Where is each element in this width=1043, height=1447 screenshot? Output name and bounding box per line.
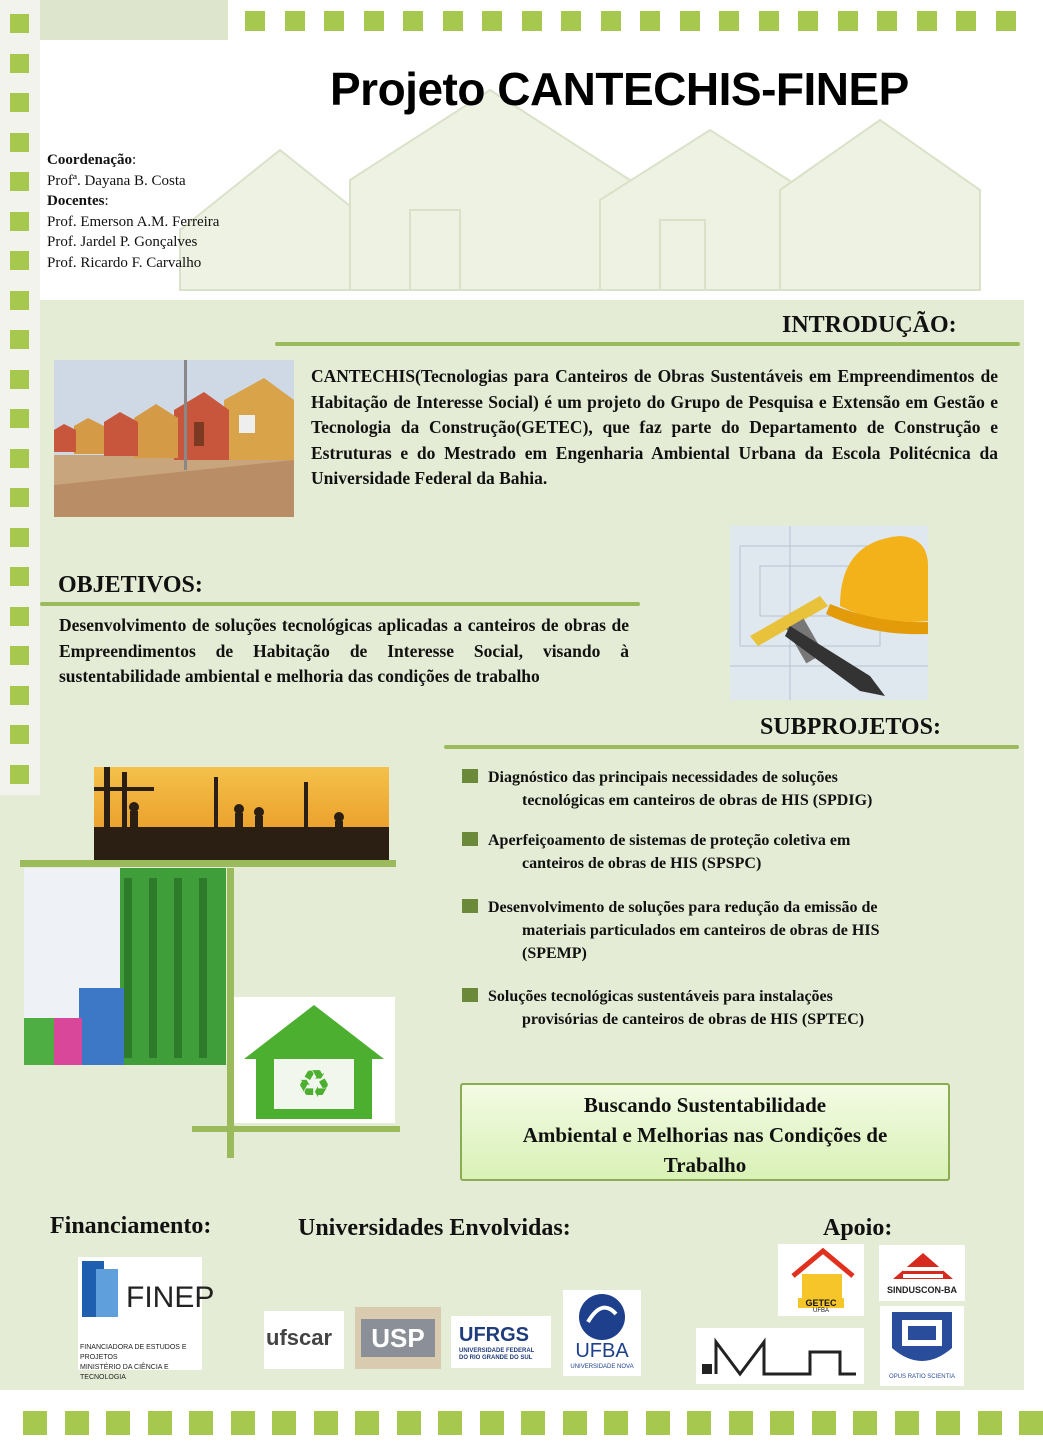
coord-name: Profª. Dayana B. Costa <box>47 172 186 189</box>
universidades-heading: Universidades Envolvidas: <box>298 1215 571 1241</box>
left-border-panel <box>0 0 40 795</box>
border-square <box>10 449 29 468</box>
border-square <box>1019 1411 1043 1435</box>
usp-logo: USP <box>355 1307 441 1369</box>
docente-2: Prof. Jardel P. Gonçalves <box>47 234 198 250</box>
financiamento-heading: Financiamento: <box>50 1213 212 1239</box>
subprojetos-rule <box>444 745 1019 749</box>
border-square <box>23 1411 47 1435</box>
border-square <box>231 1411 255 1435</box>
border-square <box>561 11 581 31</box>
border-square <box>10 133 29 152</box>
border-square <box>324 11 344 31</box>
border-square <box>65 1411 89 1435</box>
border-square <box>687 1411 711 1435</box>
border-square <box>10 488 29 507</box>
subprojetos-heading: SUBPROJETOS: <box>760 714 941 740</box>
sinduscon-logo: SINDUSCON-BA <box>879 1245 965 1301</box>
collage-bar <box>20 860 396 867</box>
border-square <box>729 1411 753 1435</box>
border-square <box>10 765 29 784</box>
border-square <box>438 1411 462 1435</box>
border-square <box>812 1411 836 1435</box>
tools-photo <box>730 526 928 700</box>
ufba-logo: UFBA UNIVERSIDADE NOVA <box>563 1290 641 1376</box>
intro-rule <box>275 342 1020 346</box>
border-square <box>521 1411 545 1435</box>
finep-logo: FINEP FINANCIADORA DE ESTUDOS E PROJETOS MINISTÉRIO DA CIÊNCIA E TECNOLOGIA <box>78 1257 202 1370</box>
meau-logo <box>696 1328 864 1384</box>
page-title: Projeto CANTECHIS-FINEP <box>330 63 909 115</box>
border-square <box>403 11 423 31</box>
subprojeto-item: Desenvolvimento de soluções para redução da emissão de materiais particulados em canteiros de obras de HIS (SPEMP) <box>462 896 966 965</box>
border-square <box>10 172 29 191</box>
intro-heading: INTRODUÇÃO: <box>782 312 957 338</box>
border-square <box>285 11 305 31</box>
subprojeto-item: Aperfeiçoamento de sistemas de proteção coletiva em canteiros de obras de HIS (SPSPC) <box>462 829 966 875</box>
border-square <box>895 1411 919 1435</box>
border-square <box>978 1411 1002 1435</box>
border-square <box>936 1411 960 1435</box>
bullet-square-icon <box>462 988 478 1002</box>
housing-photo <box>54 360 294 517</box>
border-square <box>10 93 29 112</box>
border-square <box>646 1411 670 1435</box>
border-square <box>10 370 29 389</box>
svg-text:♻: ♻ <box>296 1062 332 1106</box>
border-square <box>798 11 818 31</box>
subprojeto-item: Diagnóstico das principais necessidades de soluções tecnológicas em canteiros de obras de HIS (SPDIG) <box>462 766 966 812</box>
border-square <box>10 251 29 270</box>
border-square <box>877 11 897 31</box>
border-square <box>10 291 29 310</box>
border-square <box>482 11 502 31</box>
bullet-square-icon <box>462 832 478 846</box>
objetivos-text: Desenvolvimento de soluções tecnológicas aplicadas a canteiros de obras de Empreendimentos de Habitação de Interesse Social, visando à sustentabilidade ambiental e melhoria das condições de trabalho <box>59 615 629 686</box>
border-square <box>601 11 621 31</box>
finep-emblem-icon <box>82 1261 122 1321</box>
border-square <box>770 1411 794 1435</box>
border-square <box>148 1411 172 1435</box>
border-square <box>956 11 976 31</box>
intro-text: CANTECHIS(Tecnologias para Canteiros de Obras Sustentáveis em Empreendimentos de Habitação de Interesse Social) é um projeto do Grupo de Pesquisa e Extensão em Gestão e Tecnologia da Construção(GETEC), que faz parte do Departamento de Construção e Estruturas e do Mestrado em Engenharia Ambiental Urbana da Escola Politécnica da Universidade Federal da Bahia. <box>311 366 998 488</box>
ufrgs-logo: UFRGS UNIVERSIDADE FEDERAL DO RIO GRANDE DO SUL <box>451 1316 551 1368</box>
docente-3: Prof. Ricardo F. Carvalho <box>47 254 202 271</box>
border-square <box>480 1411 504 1435</box>
meau-wordmark-icon <box>700 1334 860 1378</box>
border-square <box>10 607 29 626</box>
border-square <box>10 646 29 665</box>
ufba-brasao-logo: OPUS RATIO SCIENTIA <box>880 1306 964 1386</box>
border-square <box>604 1411 628 1435</box>
bullet-square-icon <box>462 899 478 913</box>
subprojeto-item: Soluções tecnológicas sustentáveis para instalações provisórias de canteiros de obras de HIS (SPTEC) <box>462 985 966 1031</box>
apoio-heading: Apoio: <box>823 1215 893 1241</box>
ufscar-logo: ufscar <box>264 1311 344 1369</box>
border-square <box>355 1411 379 1435</box>
border-square <box>640 11 660 31</box>
getec-house-icon <box>788 1246 858 1298</box>
border-square <box>563 1411 587 1435</box>
border-square <box>364 11 384 31</box>
border-square <box>10 409 29 428</box>
border-square <box>10 528 29 547</box>
border-square <box>996 11 1016 31</box>
objetivos-rule <box>40 602 640 606</box>
collage-bottom-bar <box>192 1126 400 1132</box>
border-square <box>443 11 463 31</box>
brasao-shield-icon <box>888 1308 956 1374</box>
border-square <box>272 1411 296 1435</box>
collage-vertical-bar <box>227 868 234 1158</box>
border-square <box>522 11 542 31</box>
border-square <box>10 212 29 231</box>
border-square <box>189 1411 213 1435</box>
border-square <box>245 11 265 31</box>
sinduscon-emblem-icon <box>893 1249 953 1283</box>
border-square <box>853 1411 877 1435</box>
border-square <box>917 11 937 31</box>
border-square <box>719 11 739 31</box>
border-square <box>10 725 29 744</box>
border-square <box>838 11 858 31</box>
green-buildings-photo <box>24 868 226 1065</box>
ufba-emblem-icon <box>572 1292 632 1342</box>
slogan-box: Buscando Sustentabilidade Ambiental e Melhorias nas Condições de Trabalho <box>460 1083 950 1181</box>
border-square <box>10 14 29 33</box>
border-square <box>10 686 29 705</box>
border-square <box>106 1411 130 1435</box>
bullet-square-icon <box>462 769 478 783</box>
border-square <box>314 1411 338 1435</box>
getec-logo: GETEC UFBA <box>778 1244 864 1316</box>
team-block: Coordenação: Profª. Dayana B. Costa Docentes: Prof. Emerson A.M. Ferreira Prof. Jardel P. Gonçalves Prof. Ricardo F. Carvalho <box>47 150 219 273</box>
docente-1: Prof. Emerson A.M. Ferreira <box>47 213 220 230</box>
coord-label: Coordenação <box>47 152 132 168</box>
border-square <box>759 11 779 31</box>
border-square <box>397 1411 421 1435</box>
objetivos-heading: OBJETIVOS: <box>58 572 203 598</box>
border-square <box>10 567 29 586</box>
border-square <box>10 54 29 73</box>
docentes-label: Docentes <box>47 193 105 209</box>
border-square <box>680 11 700 31</box>
recycle-house-image <box>234 997 395 1123</box>
workers-silhouette-photo <box>94 767 389 862</box>
border-square <box>10 330 29 349</box>
